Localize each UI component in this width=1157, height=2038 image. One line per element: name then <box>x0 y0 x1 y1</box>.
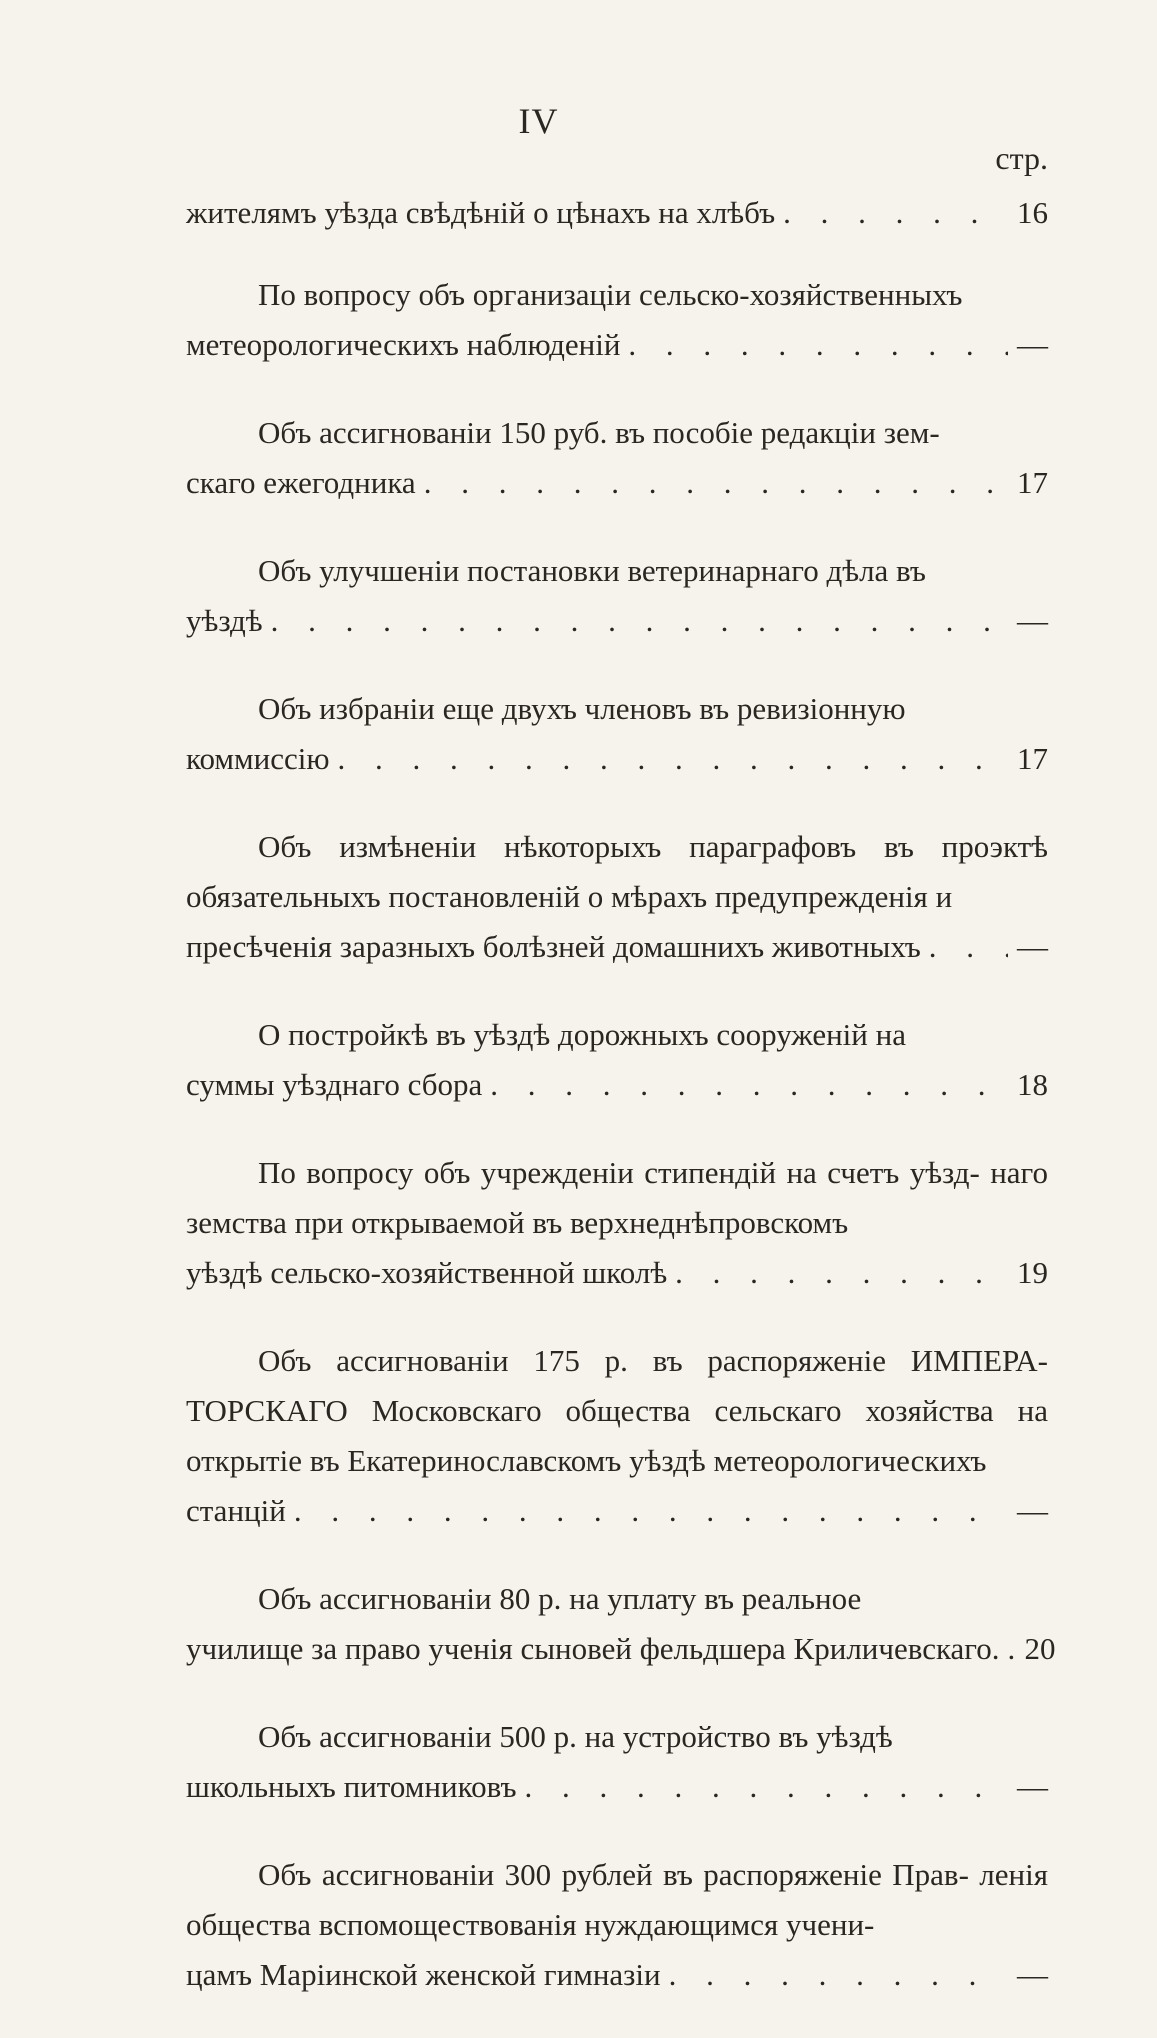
toc-page-number: — <box>1017 1957 1048 1992</box>
toc-entry-text: Объ измѣненіи нѣкоторыхъ параграфовъ въ проэктѣ обязательныхъ постановленій о мѣрахъ предупрежденія и <box>186 829 1048 914</box>
toc-page-number: 17 <box>1017 465 1048 500</box>
toc-entry <box>186 1010 1048 1110</box>
toc-entry-title: цамъ Маріинской женской гимназіи <box>186 1957 661 1992</box>
dot-leader <box>286 1486 1008 1536</box>
page-column-header: стр. <box>995 140 1048 176</box>
toc-entry <box>186 408 1048 508</box>
toc-entry <box>186 684 1048 784</box>
toc-entry-title: метеорологическихъ наблюденій <box>186 327 621 362</box>
toc-entry <box>186 1850 1048 2000</box>
toc-entry-text: Объ ассигнованіи 500 р. на устройство въ уѣздѣ <box>258 1719 893 1754</box>
toc-entry-text: Объ улучшеніи постановки ветеринарнаго дѣла въ <box>258 553 926 588</box>
toc-entry-title: скаго ежегодника <box>186 465 416 500</box>
toc-page-number: 19 <box>1017 1255 1048 1290</box>
toc-entry-title: школьныхъ питомниковъ <box>186 1769 517 1804</box>
toc-entry <box>186 270 1048 370</box>
toc-page-number: — <box>1017 1493 1048 1528</box>
toc-page-number: — <box>1017 327 1048 362</box>
toc-entry-text: О постройкѣ въ уѣздѣ дорожныхъ сооруженій на <box>258 1017 906 1052</box>
toc-page-number: — <box>1017 603 1048 638</box>
toc-entry <box>186 546 1048 646</box>
dot-leader <box>482 1060 1008 1110</box>
toc-entry-title: уѣздѣ сельско-хозяйственной школѣ <box>186 1255 668 1290</box>
dot-leader <box>661 1950 1008 2000</box>
toc-entry-text: Объ ассигнованіи 175 р. въ распоряженіе ИМПЕРА- ТОРСКАГО Московскаго общества сельскаго хозяйства на открытіе въ Екатеринославскомъ уѣздѣ метеорологическихъ <box>186 1343 1048 1478</box>
toc-entry-title: училище за право ученія сыновей фельдшера Криличевскаго. <box>186 1631 1000 1666</box>
toc-entry <box>186 1712 1048 1812</box>
toc-entry-text: Объ избраніи еще двухъ членовъ въ ревизіонную <box>258 691 906 726</box>
dot-leader <box>516 1762 1008 1812</box>
toc-entry-text: Объ ассигнованіи 80 р. на уплату въ реальное <box>258 1581 862 1616</box>
dot-leader <box>263 596 1008 646</box>
toc-entry-text: Объ ассигнованіи 300 рублей въ распоряженіе Прав- ленія общества вспомоществованія нуждающимся учени- <box>186 1857 1048 1942</box>
dot-leader <box>775 188 1008 238</box>
dot-leader <box>330 734 1008 784</box>
toc-entry <box>186 1336 1048 1536</box>
toc-entry-text: По вопросу объ организаціи сельско-хозяйственныхъ <box>258 277 963 312</box>
dot-leader <box>667 1248 1008 1298</box>
toc-entry <box>186 1148 1048 1298</box>
dot-leader <box>1000 1624 1016 1674</box>
toc-entry-text: Объ ассигнованіи 150 руб. въ пособіе редакціи зем- <box>258 415 940 450</box>
dot-leader <box>416 458 1008 508</box>
toc-page-number: 20 <box>1024 1631 1056 1666</box>
toc-entry-title: суммы уѣзднаго сбора <box>186 1067 483 1102</box>
toc-page-number: 17 <box>1017 741 1048 776</box>
toc-page-number: 18 <box>1017 1067 1048 1102</box>
page-number: IV <box>518 101 559 141</box>
toc-entry <box>186 1574 1056 1674</box>
table-of-contents <box>186 188 1056 2038</box>
dot-leader <box>620 320 1008 370</box>
toc-page-number: — <box>1017 929 1048 964</box>
toc-page-number: 16 <box>1017 195 1048 230</box>
toc-entry-title: жителямъ уѣзда свѣдѣній о цѣнахъ на хлѣбъ <box>186 195 776 230</box>
toc-entry-title: станцій <box>186 1493 286 1528</box>
toc-page-number: — <box>1017 1769 1048 1804</box>
toc-entry <box>186 188 1048 238</box>
toc-entry-title: коммиссію <box>186 741 330 776</box>
toc-entry-text: По вопросу объ учрежденіи стипендій на счетъ уѣзд- наго земства при открываемой въ верхнеднѣпровскомъ <box>186 1155 1048 1240</box>
toc-entry-title: уѣздѣ <box>186 603 263 638</box>
toc-entry-title: пресѣченія заразныхъ болѣзней домашнихъ животныхъ <box>186 929 921 964</box>
dot-leader <box>921 922 1008 972</box>
toc-entry <box>186 822 1048 972</box>
